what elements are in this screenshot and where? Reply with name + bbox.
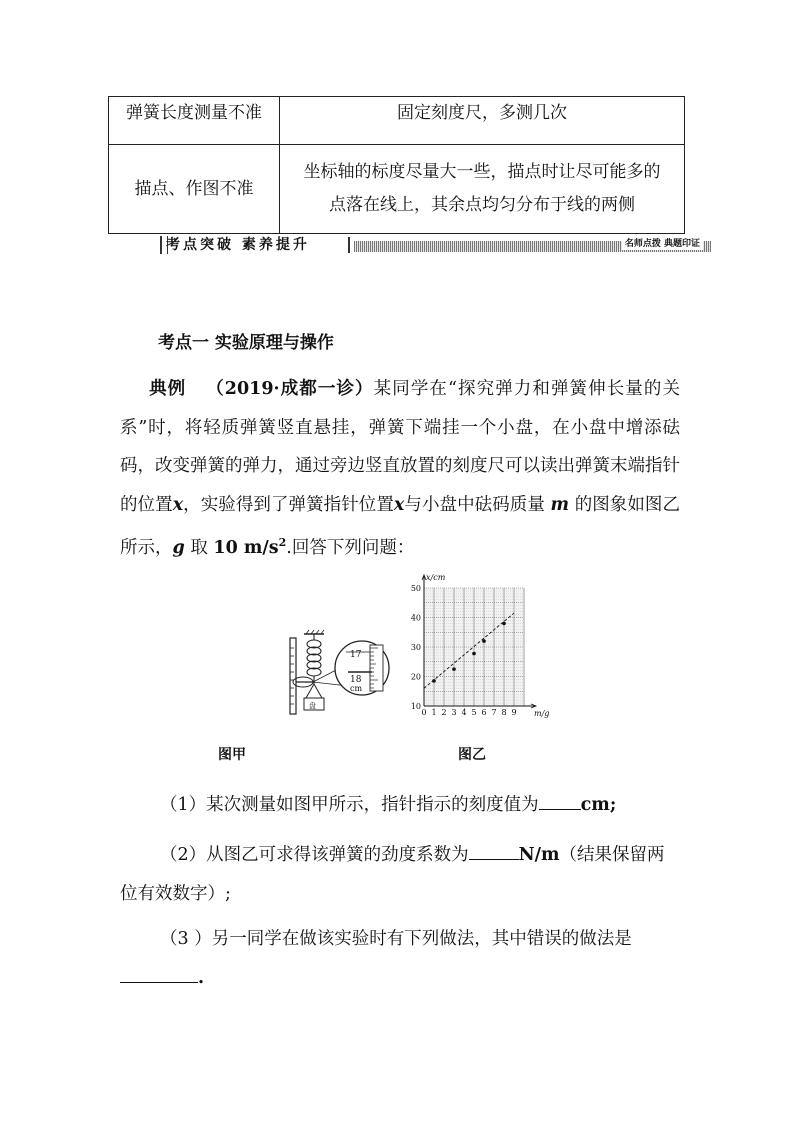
q1-unit: cm; xyxy=(580,795,617,815)
ruler-ticks xyxy=(290,648,294,704)
data-point xyxy=(502,622,506,626)
section-heading: 考点一 实验原理与操作 xyxy=(158,333,334,353)
q2-answer-blank[interactable] xyxy=(469,841,519,860)
x-tick-label: 9 xyxy=(511,708,517,717)
q3-answer-blank[interactable] xyxy=(120,964,198,983)
y-tick-label: 10 xyxy=(410,702,421,711)
question-3 xyxy=(120,920,680,997)
y-tick-label: 40 xyxy=(410,613,421,623)
chart-ylabel: x/cm xyxy=(426,573,446,582)
caption-yi: 图乙 xyxy=(458,747,486,763)
banner-separator xyxy=(348,237,350,253)
chart-fit-line xyxy=(424,613,514,688)
q1-text: （1）某次测量如图甲所示，指针指示的刻度值为 xyxy=(160,795,539,815)
scale-label-top: 17 xyxy=(350,650,362,660)
table-row xyxy=(109,97,685,145)
y-tick-label: 50 xyxy=(410,584,421,593)
q3-text: （3 ）另一同学在做该实验时有下列做法，其中错误的做法是 xyxy=(160,929,632,949)
q2-unit: N/m xyxy=(518,845,560,865)
example-paragraph xyxy=(120,370,680,567)
q1-answer-blank[interactable] xyxy=(539,791,581,810)
data-point xyxy=(472,652,476,656)
x-tick-label: 5 xyxy=(471,708,477,717)
table-row xyxy=(109,145,685,234)
remedy-line: 坐标轴的标度尽量大一些，描点时让尽可能多的 xyxy=(303,162,661,182)
chart-grid xyxy=(424,588,524,706)
scale-label-bottom: 18 xyxy=(350,675,362,685)
ruler xyxy=(290,638,296,714)
q2-text-tail: （结果保留两位有效数字）; xyxy=(120,845,665,904)
example-text: 的图象如图乙所示， xyxy=(120,494,680,558)
banner-right-label: 名师点拨 典题印证 xyxy=(622,239,703,250)
g-value: 10 m/s xyxy=(213,537,279,558)
x-tick-label: 1 xyxy=(431,708,437,717)
example-source: （2019·成都一诊） xyxy=(206,379,374,399)
chart-xlabel: m/g xyxy=(534,709,550,718)
question-2 xyxy=(120,836,680,913)
example-label: 典例 xyxy=(148,379,187,399)
example-text: 与小盘中砝码质量 xyxy=(404,494,545,515)
x-tick-label: 2 xyxy=(441,708,447,717)
pan-label: 盘 xyxy=(309,702,316,710)
chart-axes xyxy=(422,575,536,708)
variable-x: x xyxy=(172,494,184,515)
x-tick-label: 0 xyxy=(421,708,427,717)
figure-jia xyxy=(286,628,398,716)
spring xyxy=(307,634,321,684)
data-point xyxy=(452,667,456,671)
x-tick-label: 8 xyxy=(501,708,507,717)
x-tick-label: 6 xyxy=(481,708,487,717)
x-tick-label: 4 xyxy=(461,708,467,717)
g-exponent: 2 xyxy=(278,536,287,549)
table-cell-cause: 描点、作图不准 xyxy=(109,145,280,234)
variable-x: x xyxy=(393,494,405,515)
error-table xyxy=(108,96,685,234)
variable-g: g xyxy=(172,537,185,558)
question-1 xyxy=(120,786,680,825)
section-banner xyxy=(108,236,711,254)
banner-tag: 考点突破 素养提升 xyxy=(166,237,310,253)
example-text: 取 xyxy=(190,537,208,558)
caption-jia: 图甲 xyxy=(218,747,246,763)
table-cell-cause: 弹簧长度测量不准 xyxy=(109,97,280,145)
figure-yi-chart xyxy=(404,570,556,722)
scale-unit: cm xyxy=(350,684,363,693)
y-tick-label: 20 xyxy=(410,672,421,682)
y-tick-label: 30 xyxy=(410,643,421,652)
table-cell-remedy xyxy=(280,145,685,234)
example-text: .回答下列问题： xyxy=(286,537,415,558)
remedy-line: 点落在线上，其余点均匀分布于线的两侧 xyxy=(329,195,635,215)
example-text: 某同学在“探究弹力和弹簧伸长量的关系”时，将轻质弹簧竖直悬挂，弹簧下端挂一个小盘，在小盘中增添砝码，改变弹簧的弹力，通过旁边竖直放置的刻度尺可以读出弹簧末端指针的位置 xyxy=(120,379,680,515)
q3-period: . xyxy=(198,967,205,988)
x-tick-label: 3 xyxy=(451,708,457,717)
fit-line xyxy=(424,613,514,688)
variable-m: m xyxy=(550,494,570,515)
example-text: ，实验得到了弹簧指针位置 xyxy=(183,494,394,515)
table-cell-remedy xyxy=(280,97,685,145)
remedy-line: 固定刻度尺，多测几次 xyxy=(397,103,567,123)
q2-text: （2）从图乙可求得该弹簧的劲度系数为 xyxy=(160,845,469,865)
x-tick-label: 7 xyxy=(491,708,497,717)
data-point xyxy=(432,679,436,683)
data-point xyxy=(482,639,486,643)
